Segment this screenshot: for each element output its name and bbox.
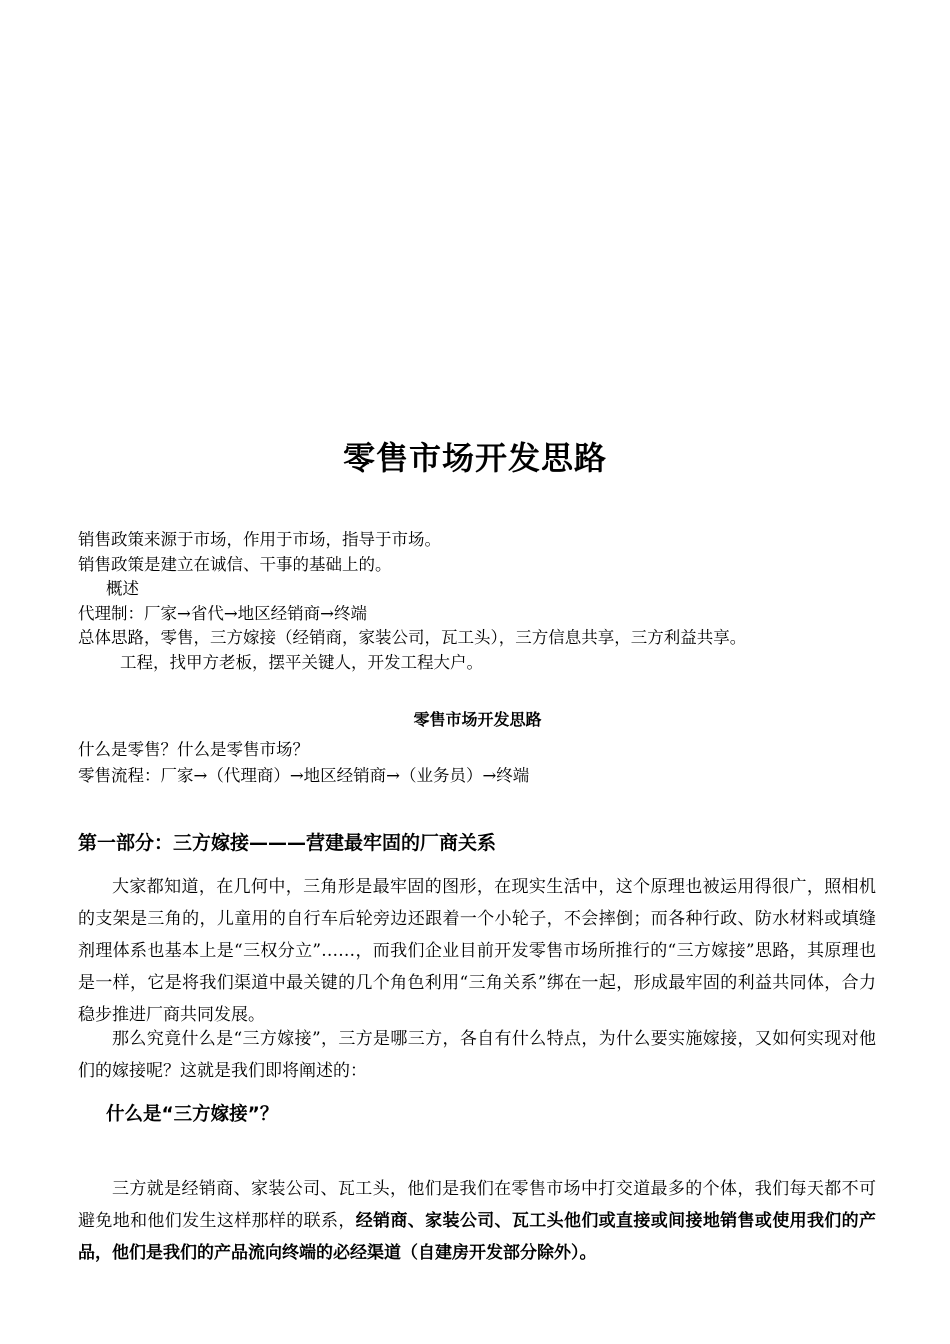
intro-line: 总体思路，零售，三方嫁接（经销商，家装公司，瓦工头），三方信息共享，三方利益共享。 — [78, 628, 747, 647]
paragraph-bold-text: 经销商、家装公司、瓦工头他们或直接或间接地销售或使用我们的产品，他们是我们的产品流向终端的必经渠道（自建房开发部分除外）。 — [78, 1211, 877, 1263]
document-title: 零售市场开发思路 — [342, 439, 607, 477]
intro-line: 销售政策来源于市场，作用于市场，指导于市场。 — [78, 530, 441, 549]
process-line: 零售流程：厂家→（代理商）→地区经销商→（业务员）→终端 — [78, 766, 530, 785]
intro-line: 销售政策是建立在诚信、干事的基础上的。 — [78, 554, 392, 574]
sub-heading: 什么是“三方嫁接”？ — [106, 1104, 279, 1125]
question-line: 什么是零售？什么是零售市场？ — [78, 740, 309, 759]
overview-label: 概述 — [106, 579, 139, 598]
body-paragraph — [78, 1173, 876, 1269]
intro-line: 工程，找甲方老板，摆平关键人，开发工程大户。 — [120, 652, 483, 672]
question-block — [78, 737, 878, 789]
section-heading: 第一部分：三方嫁接———营建最牢固的厂商关系 — [78, 832, 497, 854]
intro-block — [78, 528, 878, 675]
intro-line: 代理制：厂家→省代→地区经销商→终端 — [78, 603, 367, 623]
body-paragraph: 那么究竟什么是“三方嫁接”，三方是哪三方，各自有什么特点，为什么要实施嫁接，又如何实现对他们的嫁接呢？这就是我们即将阐述的： — [78, 1029, 876, 1081]
body-paragraph: 大家都知道，在几何中，三角形是最牢固的图形，在现实生活中，这个原理也被运用得很广，照相机的支架是三角的，儿童用的自行车后轮旁边还跟着一个小轮子，不会摔倒；而各种行政、防水材料或填缝剂理体系也基本上是“三权分立”……，而我们企业目前开发零售市场所推行的“三方嫁接”思路，其原理也是一样，它是将我们渠道中最关键的几个角色利用“三角关系”绑在一起，形成最牢固的利益共同体，合力稳步推进厂商共同发展。 — [78, 877, 876, 1025]
paragraph-text: 三方就是经销商、家装公司、瓦工头，他们是我们在零售市场中打交道最多的个体，我们每天都不可避免地和他们发生这样那样的联系， — [78, 1179, 876, 1231]
document-subtitle: 零售市场开发思路 — [413, 710, 542, 729]
